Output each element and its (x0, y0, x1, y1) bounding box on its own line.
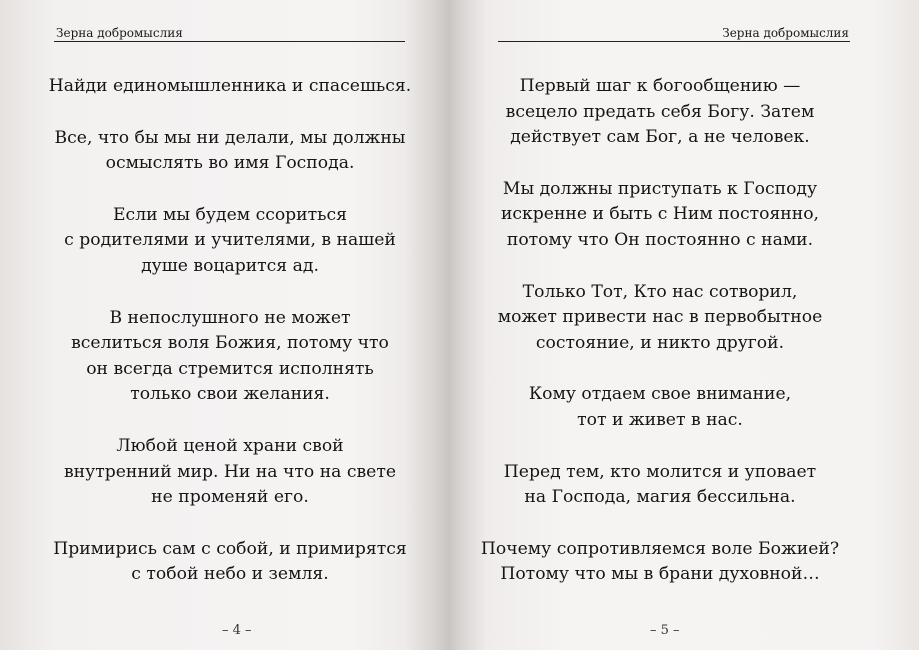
page-number: – 4 – (222, 623, 252, 638)
paragraph (40, 203, 420, 280)
paragraph (470, 280, 850, 357)
text-line: вселиться воля Божия, потому что (71, 333, 389, 354)
text-line: Кому отдаем свое внимание, (528, 384, 792, 405)
text-line: действует сам Бог, а не человек. (510, 127, 810, 148)
text-line: Почему сопротивляемся воле Божией? (480, 538, 840, 559)
page-number: – 5 – (650, 623, 680, 638)
text-line: потому что Он постоянно с нами. (506, 229, 814, 250)
paragraph (470, 382, 850, 433)
text-line: В непослушного не может (109, 307, 351, 328)
paragraph (40, 306, 420, 408)
text-line: Если мы будем ссориться (113, 204, 347, 225)
text-line: может привести нас в первобытное (497, 307, 823, 328)
paragraph (40, 434, 420, 511)
text-line: Мы должны приступать к Господу (502, 178, 818, 199)
text-line: осмыслять во имя Господа. (105, 153, 355, 174)
text-line: Потому что мы в брани духовной… (500, 564, 820, 585)
text-line: Все, что бы мы ни делали, мы должны (54, 127, 406, 148)
text-line: Первый шаг к богообщению — (519, 76, 801, 96)
header-rule (54, 41, 405, 42)
text-line: Найди единомышленника и спасешься. (48, 76, 412, 96)
text-line: душе воцарится ад. (141, 255, 319, 276)
text-line: Перед тем, кто молится и уповает (503, 461, 817, 482)
left-page (0, 0, 459, 650)
text-line: Только Тот, Кто нас сотворил, (522, 281, 798, 302)
running-head: Зерна добромыслия (56, 26, 183, 40)
right-page (460, 0, 919, 650)
text-line: всецело предать себя Богу. Затем (505, 101, 815, 122)
paragraph-list (470, 74, 850, 614)
text-line: на Господа, магия бессильна. (524, 487, 796, 508)
paragraph (470, 74, 850, 151)
text-line: он всегда стремится исполнять (86, 358, 374, 379)
text-line: с родителями и учителями, в нашей (64, 230, 396, 251)
paragraph-list (40, 74, 420, 614)
running-head: Зерна добромыслия (722, 26, 849, 40)
header-rule (498, 41, 850, 42)
text-line: тот и живет в нас. (577, 409, 743, 430)
text-line: не променяй его. (151, 487, 309, 508)
text-line: Любой ценой храни свой (116, 435, 344, 456)
text-line: с тобой небо и земля. (131, 564, 329, 585)
paragraph (40, 537, 420, 588)
text-line: состояние, и никто другой. (535, 332, 785, 353)
paragraph (40, 126, 420, 177)
text-line: искренне и быть с Ним постоянно, (500, 204, 820, 225)
text-line: Примирись сам с собой, и примирятся (53, 538, 407, 559)
paragraph (470, 537, 850, 588)
paragraph (40, 74, 420, 100)
text-line: внутренний мир. Ни на что на свете (63, 461, 397, 482)
paragraph (470, 177, 850, 254)
text-line: только свои желания. (130, 384, 330, 405)
paragraph (470, 460, 850, 511)
